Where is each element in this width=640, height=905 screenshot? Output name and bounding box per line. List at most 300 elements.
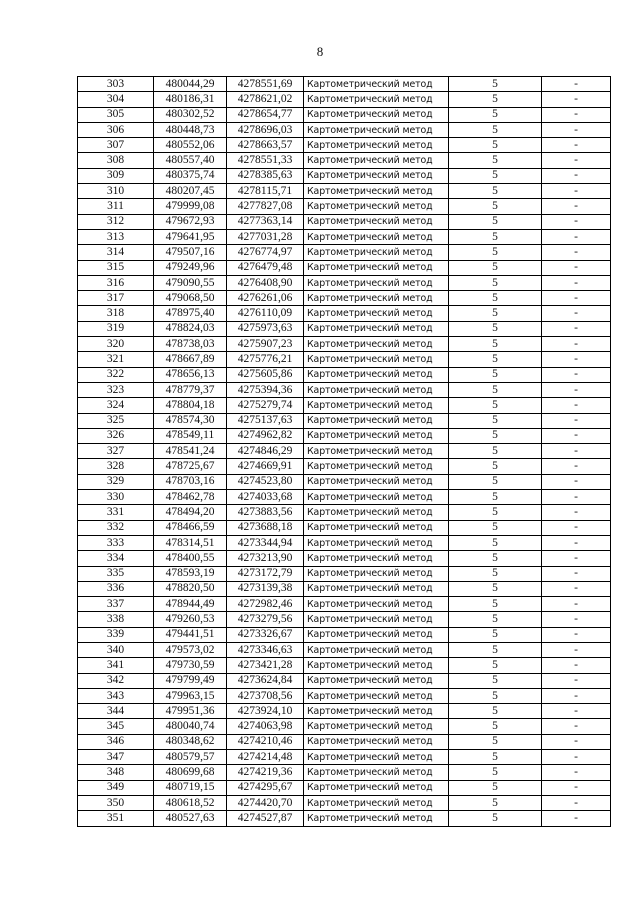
note-cell: - <box>542 184 611 199</box>
note-cell: - <box>542 321 611 336</box>
accuracy-cell: 5 <box>449 260 542 275</box>
accuracy-cell: 5 <box>449 765 542 780</box>
y-coordinate-cell: 4275907,23 <box>227 337 304 352</box>
point-number-cell: 325 <box>78 413 154 428</box>
method-cell: Картометрический метод <box>304 581 449 596</box>
note-cell: - <box>542 260 611 275</box>
note-cell: - <box>542 444 611 459</box>
note-cell: - <box>542 642 611 657</box>
method-cell: Картометрический метод <box>304 382 449 397</box>
table-row <box>78 765 611 780</box>
method-cell: Картометрический метод <box>304 688 449 703</box>
x-coordinate-cell: 478824,03 <box>154 321 227 336</box>
y-coordinate-cell: 4276261,06 <box>227 291 304 306</box>
accuracy-cell: 5 <box>449 474 542 489</box>
point-number-cell: 339 <box>78 627 154 642</box>
accuracy-cell: 5 <box>449 275 542 290</box>
point-number-cell: 336 <box>78 581 154 596</box>
table-row <box>78 551 611 566</box>
table-row <box>78 505 611 520</box>
accuracy-cell: 5 <box>449 245 542 260</box>
x-coordinate-cell: 480552,06 <box>154 138 227 153</box>
point-number-cell: 350 <box>78 795 154 810</box>
method-cell: Картометрический метод <box>304 199 449 214</box>
table-row <box>78 398 611 413</box>
point-number-cell: 337 <box>78 597 154 612</box>
y-coordinate-cell: 4274033,68 <box>227 490 304 505</box>
method-cell: Картометрический метод <box>304 291 449 306</box>
accuracy-cell: 5 <box>449 199 542 214</box>
point-number-cell: 346 <box>78 734 154 749</box>
y-coordinate-cell: 4275973,63 <box>227 321 304 336</box>
x-coordinate-cell: 478494,20 <box>154 505 227 520</box>
table-row <box>78 673 611 688</box>
y-coordinate-cell: 4278696,03 <box>227 122 304 137</box>
accuracy-cell: 5 <box>449 306 542 321</box>
table-row <box>78 459 611 474</box>
x-coordinate-cell: 478944,49 <box>154 597 227 612</box>
y-coordinate-cell: 4278621,02 <box>227 92 304 107</box>
y-coordinate-cell: 4278663,57 <box>227 138 304 153</box>
table-row <box>78 627 611 642</box>
point-number-cell: 317 <box>78 291 154 306</box>
table-row <box>78 306 611 321</box>
accuracy-cell: 5 <box>449 337 542 352</box>
note-cell: - <box>542 490 611 505</box>
x-coordinate-cell: 478466,59 <box>154 520 227 535</box>
method-cell: Картометрический метод <box>304 673 449 688</box>
table-row <box>78 597 611 612</box>
accuracy-cell: 5 <box>449 214 542 229</box>
point-number-cell: 323 <box>78 382 154 397</box>
accuracy-cell: 5 <box>449 77 542 92</box>
x-coordinate-cell: 478725,67 <box>154 459 227 474</box>
table-row <box>78 122 611 137</box>
note-cell: - <box>542 704 611 719</box>
note-cell: - <box>542 291 611 306</box>
x-coordinate-cell: 480207,45 <box>154 184 227 199</box>
note-cell: - <box>542 780 611 795</box>
y-coordinate-cell: 4278385,63 <box>227 168 304 183</box>
method-cell: Картометрический метод <box>304 627 449 642</box>
x-coordinate-cell: 478549,11 <box>154 428 227 443</box>
x-coordinate-cell: 479999,08 <box>154 199 227 214</box>
accuracy-cell: 5 <box>449 398 542 413</box>
y-coordinate-cell: 4273688,18 <box>227 520 304 535</box>
table-row <box>78 811 611 826</box>
accuracy-cell: 5 <box>449 535 542 550</box>
y-coordinate-cell: 4274219,36 <box>227 765 304 780</box>
table-row <box>78 92 611 107</box>
table-row <box>78 612 611 627</box>
y-coordinate-cell: 4274295,67 <box>227 780 304 795</box>
point-number-cell: 315 <box>78 260 154 275</box>
point-number-cell: 305 <box>78 107 154 122</box>
method-cell: Картометрический метод <box>304 597 449 612</box>
note-cell: - <box>542 352 611 367</box>
method-cell: Картометрический метод <box>304 122 449 137</box>
accuracy-cell: 5 <box>449 750 542 765</box>
x-coordinate-cell: 479730,59 <box>154 658 227 673</box>
method-cell: Картометрический метод <box>304 642 449 657</box>
y-coordinate-cell: 4276408,90 <box>227 275 304 290</box>
y-coordinate-cell: 4275137,63 <box>227 413 304 428</box>
table-row <box>78 719 611 734</box>
accuracy-cell: 5 <box>449 811 542 826</box>
point-number-cell: 311 <box>78 199 154 214</box>
note-cell: - <box>542 337 611 352</box>
x-coordinate-cell: 478738,03 <box>154 337 227 352</box>
y-coordinate-cell: 4275605,86 <box>227 367 304 382</box>
note-cell: - <box>542 77 611 92</box>
y-coordinate-cell: 4273172,79 <box>227 566 304 581</box>
point-number-cell: 343 <box>78 688 154 703</box>
note-cell: - <box>542 428 611 443</box>
note-cell: - <box>542 505 611 520</box>
method-cell: Картометрический метод <box>304 658 449 673</box>
point-number-cell: 332 <box>78 520 154 535</box>
point-number-cell: 341 <box>78 658 154 673</box>
x-coordinate-cell: 479260,53 <box>154 612 227 627</box>
accuracy-cell: 5 <box>449 428 542 443</box>
method-cell: Картометрический метод <box>304 520 449 535</box>
x-coordinate-cell: 478804,18 <box>154 398 227 413</box>
x-coordinate-cell: 478593,19 <box>154 566 227 581</box>
point-number-cell: 314 <box>78 245 154 260</box>
method-cell: Картометрический метод <box>304 367 449 382</box>
x-coordinate-cell: 480557,40 <box>154 153 227 168</box>
y-coordinate-cell: 4272982,46 <box>227 597 304 612</box>
accuracy-cell: 5 <box>449 107 542 122</box>
accuracy-cell: 5 <box>449 352 542 367</box>
accuracy-cell: 5 <box>449 795 542 810</box>
table-row <box>78 199 611 214</box>
method-cell: Картометрический метод <box>304 275 449 290</box>
y-coordinate-cell: 4278115,71 <box>227 184 304 199</box>
table-row <box>78 291 611 306</box>
y-coordinate-cell: 4277827,08 <box>227 199 304 214</box>
method-cell: Картометрический метод <box>304 413 449 428</box>
method-cell: Картометрический метод <box>304 459 449 474</box>
x-coordinate-cell: 478667,89 <box>154 352 227 367</box>
note-cell: - <box>542 459 611 474</box>
x-coordinate-cell: 480040,74 <box>154 719 227 734</box>
table-row <box>78 382 611 397</box>
note-cell: - <box>542 566 611 581</box>
point-number-cell: 321 <box>78 352 154 367</box>
x-coordinate-cell: 480448,73 <box>154 122 227 137</box>
note-cell: - <box>542 597 611 612</box>
accuracy-cell: 5 <box>449 413 542 428</box>
table-row <box>78 520 611 535</box>
x-coordinate-cell: 478820,50 <box>154 581 227 596</box>
x-coordinate-cell: 479090,55 <box>154 275 227 290</box>
method-cell: Картометрический метод <box>304 704 449 719</box>
note-cell: - <box>542 750 611 765</box>
method-cell: Картометрический метод <box>304 214 449 229</box>
table-row <box>78 214 611 229</box>
table-row <box>78 337 611 352</box>
point-number-cell: 340 <box>78 642 154 657</box>
y-coordinate-cell: 4273346,63 <box>227 642 304 657</box>
y-coordinate-cell: 4276479,48 <box>227 260 304 275</box>
point-number-cell: 338 <box>78 612 154 627</box>
note-cell: - <box>542 153 611 168</box>
method-cell: Картометрический метод <box>304 245 449 260</box>
x-coordinate-cell: 480579,57 <box>154 750 227 765</box>
accuracy-cell: 5 <box>449 321 542 336</box>
note-cell: - <box>542 765 611 780</box>
accuracy-cell: 5 <box>449 122 542 137</box>
point-number-cell: 306 <box>78 122 154 137</box>
note-cell: - <box>542 551 611 566</box>
y-coordinate-cell: 4273421,28 <box>227 658 304 673</box>
x-coordinate-cell: 479799,49 <box>154 673 227 688</box>
y-coordinate-cell: 4276774,97 <box>227 245 304 260</box>
page-number: 8 <box>316 44 324 59</box>
table-row <box>78 138 611 153</box>
point-number-cell: 351 <box>78 811 154 826</box>
accuracy-cell: 5 <box>449 612 542 627</box>
accuracy-cell: 5 <box>449 581 542 596</box>
y-coordinate-cell: 4274527,87 <box>227 811 304 826</box>
note-cell: - <box>542 734 611 749</box>
x-coordinate-cell: 479249,96 <box>154 260 227 275</box>
method-cell: Картометрический метод <box>304 352 449 367</box>
note-cell: - <box>542 673 611 688</box>
accuracy-cell: 5 <box>449 505 542 520</box>
method-cell: Картометрический метод <box>304 321 449 336</box>
y-coordinate-cell: 4278551,33 <box>227 153 304 168</box>
x-coordinate-cell: 478975,40 <box>154 306 227 321</box>
x-coordinate-cell: 480699,68 <box>154 765 227 780</box>
y-coordinate-cell: 4273344,94 <box>227 535 304 550</box>
table-row <box>78 688 611 703</box>
method-cell: Картометрический метод <box>304 337 449 352</box>
note-cell: - <box>542 245 611 260</box>
accuracy-cell: 5 <box>449 719 542 734</box>
x-coordinate-cell: 479672,93 <box>154 214 227 229</box>
note-cell: - <box>542 719 611 734</box>
accuracy-cell: 5 <box>449 184 542 199</box>
method-cell: Картометрический метод <box>304 306 449 321</box>
table-row <box>78 352 611 367</box>
y-coordinate-cell: 4275279,74 <box>227 398 304 413</box>
point-number-cell: 316 <box>78 275 154 290</box>
note-cell: - <box>542 168 611 183</box>
y-coordinate-cell: 4274523,80 <box>227 474 304 489</box>
accuracy-cell: 5 <box>449 734 542 749</box>
point-number-cell: 347 <box>78 750 154 765</box>
method-cell: Картометрический метод <box>304 612 449 627</box>
y-coordinate-cell: 4273924,10 <box>227 704 304 719</box>
x-coordinate-cell: 480186,31 <box>154 92 227 107</box>
accuracy-cell: 5 <box>449 444 542 459</box>
point-number-cell: 330 <box>78 490 154 505</box>
y-coordinate-cell: 4275394,36 <box>227 382 304 397</box>
accuracy-cell: 5 <box>449 229 542 244</box>
x-coordinate-cell: 480348,62 <box>154 734 227 749</box>
note-cell: - <box>542 795 611 810</box>
y-coordinate-cell: 4274063,98 <box>227 719 304 734</box>
point-number-cell: 329 <box>78 474 154 489</box>
y-coordinate-cell: 4273883,56 <box>227 505 304 520</box>
table-row <box>78 168 611 183</box>
method-cell: Картометрический метод <box>304 780 449 795</box>
x-coordinate-cell: 479573,02 <box>154 642 227 657</box>
point-number-cell: 310 <box>78 184 154 199</box>
method-cell: Картометрический метод <box>304 260 449 275</box>
point-number-cell: 344 <box>78 704 154 719</box>
y-coordinate-cell: 4278551,69 <box>227 77 304 92</box>
table-row <box>78 581 611 596</box>
table-row <box>78 444 611 459</box>
x-coordinate-cell: 479441,51 <box>154 627 227 642</box>
y-coordinate-cell: 4276110,09 <box>227 306 304 321</box>
note-cell: - <box>542 122 611 137</box>
y-coordinate-cell: 4274420,70 <box>227 795 304 810</box>
x-coordinate-cell: 479641,95 <box>154 229 227 244</box>
point-number-cell: 334 <box>78 551 154 566</box>
table-row <box>78 107 611 122</box>
point-number-cell: 318 <box>78 306 154 321</box>
table-row <box>78 566 611 581</box>
note-cell: - <box>542 811 611 826</box>
method-cell: Картометрический метод <box>304 107 449 122</box>
accuracy-cell: 5 <box>449 92 542 107</box>
point-number-cell: 345 <box>78 719 154 734</box>
point-number-cell: 319 <box>78 321 154 336</box>
accuracy-cell: 5 <box>449 566 542 581</box>
accuracy-cell: 5 <box>449 459 542 474</box>
table-row <box>78 428 611 443</box>
method-cell: Картометрический метод <box>304 229 449 244</box>
point-number-cell: 331 <box>78 505 154 520</box>
method-cell: Картометрический метод <box>304 77 449 92</box>
note-cell: - <box>542 413 611 428</box>
point-number-cell: 307 <box>78 138 154 153</box>
point-number-cell: 312 <box>78 214 154 229</box>
accuracy-cell: 5 <box>449 704 542 719</box>
point-number-cell: 320 <box>78 337 154 352</box>
method-cell: Картометрический метод <box>304 535 449 550</box>
note-cell: - <box>542 367 611 382</box>
note-cell: - <box>542 658 611 673</box>
x-coordinate-cell: 480044,29 <box>154 77 227 92</box>
note-cell: - <box>542 107 611 122</box>
note-cell: - <box>542 520 611 535</box>
method-cell: Картометрический метод <box>304 765 449 780</box>
x-coordinate-cell: 480618,52 <box>154 795 227 810</box>
accuracy-cell: 5 <box>449 627 542 642</box>
note-cell: - <box>542 398 611 413</box>
point-number-cell: 335 <box>78 566 154 581</box>
x-coordinate-cell: 479951,36 <box>154 704 227 719</box>
point-number-cell: 333 <box>78 535 154 550</box>
table-row <box>78 184 611 199</box>
note-cell: - <box>542 229 611 244</box>
method-cell: Картометрический метод <box>304 505 449 520</box>
point-number-cell: 309 <box>78 168 154 183</box>
accuracy-cell: 5 <box>449 490 542 505</box>
x-coordinate-cell: 480527,63 <box>154 811 227 826</box>
y-coordinate-cell: 4274962,82 <box>227 428 304 443</box>
note-cell: - <box>542 275 611 290</box>
y-coordinate-cell: 4274846,29 <box>227 444 304 459</box>
note-cell: - <box>542 474 611 489</box>
accuracy-cell: 5 <box>449 367 542 382</box>
table-row <box>78 260 611 275</box>
accuracy-cell: 5 <box>449 551 542 566</box>
table-row <box>78 413 611 428</box>
x-coordinate-cell: 478779,37 <box>154 382 227 397</box>
y-coordinate-cell: 4273624,84 <box>227 673 304 688</box>
point-number-cell: 324 <box>78 398 154 413</box>
note-cell: - <box>542 581 611 596</box>
table-row <box>78 734 611 749</box>
table-row <box>78 490 611 505</box>
x-coordinate-cell: 480302,52 <box>154 107 227 122</box>
accuracy-cell: 5 <box>449 597 542 612</box>
table-row <box>78 658 611 673</box>
note-cell: - <box>542 627 611 642</box>
y-coordinate-cell: 4274669,91 <box>227 459 304 474</box>
table-row <box>78 367 611 382</box>
note-cell: - <box>542 92 611 107</box>
method-cell: Картометрический метод <box>304 138 449 153</box>
accuracy-cell: 5 <box>449 520 542 535</box>
accuracy-cell: 5 <box>449 780 542 795</box>
point-number-cell: 328 <box>78 459 154 474</box>
note-cell: - <box>542 688 611 703</box>
y-coordinate-cell: 4277031,28 <box>227 229 304 244</box>
table-row <box>78 642 611 657</box>
table-row <box>78 229 611 244</box>
method-cell: Картометрический метод <box>304 168 449 183</box>
x-coordinate-cell: 480375,74 <box>154 168 227 183</box>
y-coordinate-cell: 4273279,56 <box>227 612 304 627</box>
x-coordinate-cell: 478656,13 <box>154 367 227 382</box>
x-coordinate-cell: 478574,30 <box>154 413 227 428</box>
table-row <box>78 153 611 168</box>
note-cell: - <box>542 214 611 229</box>
table-row <box>78 780 611 795</box>
method-cell: Картометрический метод <box>304 153 449 168</box>
y-coordinate-cell: 4277363,14 <box>227 214 304 229</box>
method-cell: Картометрический метод <box>304 444 449 459</box>
table-row <box>78 750 611 765</box>
table-row <box>78 275 611 290</box>
method-cell: Картометрический метод <box>304 474 449 489</box>
y-coordinate-cell: 4273213,90 <box>227 551 304 566</box>
point-number-cell: 327 <box>78 444 154 459</box>
method-cell: Картометрический метод <box>304 490 449 505</box>
x-coordinate-cell: 478400,55 <box>154 551 227 566</box>
coordinates-table <box>77 76 611 827</box>
point-number-cell: 308 <box>78 153 154 168</box>
note-cell: - <box>542 535 611 550</box>
accuracy-cell: 5 <box>449 138 542 153</box>
accuracy-cell: 5 <box>449 382 542 397</box>
table-row <box>78 321 611 336</box>
table-row <box>78 704 611 719</box>
y-coordinate-cell: 4278654,77 <box>227 107 304 122</box>
table-row <box>78 245 611 260</box>
accuracy-cell: 5 <box>449 291 542 306</box>
table-row <box>78 535 611 550</box>
x-coordinate-cell: 478314,51 <box>154 535 227 550</box>
accuracy-cell: 5 <box>449 642 542 657</box>
